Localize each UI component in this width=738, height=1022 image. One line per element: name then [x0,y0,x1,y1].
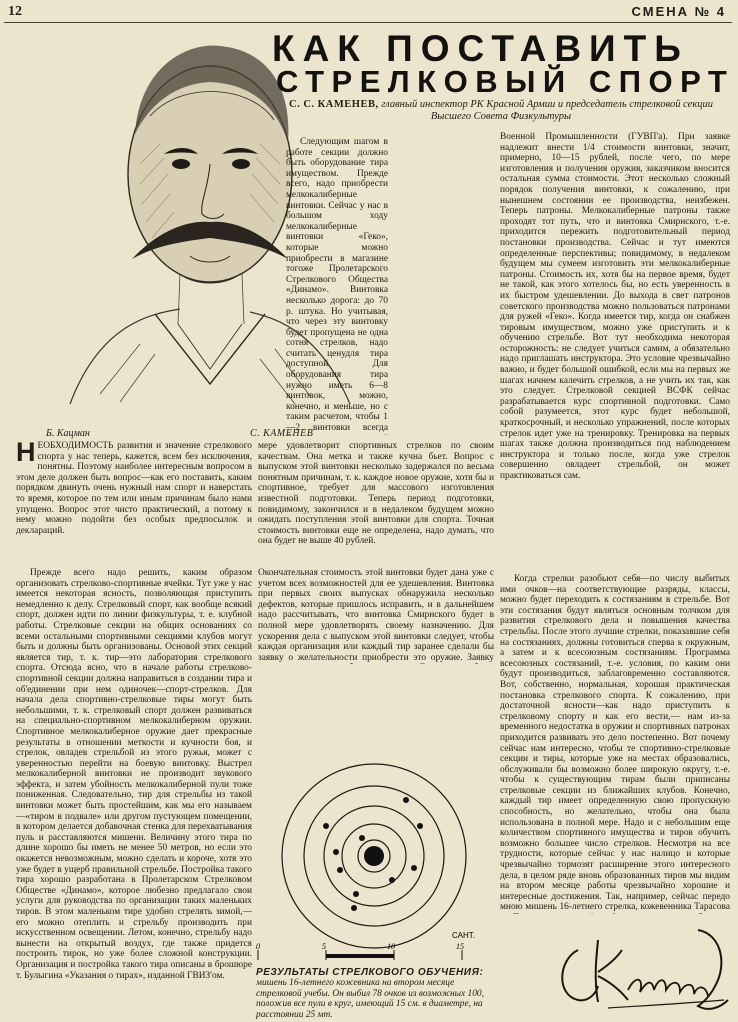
bullet-hole [411,865,417,871]
intro-paragraph [16,441,252,536]
bullet-hole [353,891,359,897]
author-role: главный инспектор РК Красной Армии и председатель стрелковой секции Высшего Совета Физкультуры [381,99,713,122]
column-right-lower [500,574,730,914]
bullet-hole [333,849,339,855]
article-title-line2: СТРЕЛКОВЫЙ СПОРТ [276,64,735,99]
bullet-hole [417,823,423,829]
bullet-hole [359,835,365,841]
bullet-hole [403,797,409,803]
page-number: 12 [8,4,22,19]
column-portrait-side [286,137,388,435]
target-caption-text: мишень 16-летнего кожевника на втором месяце стрелковой учебы. Он выбил 78 очков из возможных 100, положив все пули в круг, имеющий 15 см. в диаметре, на расстоянии 25 мт. [256,978,484,1020]
magazine-issue: СМЕНА № 4 [631,4,726,19]
target-caption-title: РЕЗУЛЬТАТЫ СТРЕЛКОВОГО ОБУЧЕНИЯ: [256,967,484,978]
portrait-caption-artist: Б. Кацман [46,428,90,439]
scale-label: САНТ. [452,931,475,940]
paragraph: Окончательная стоимость этой винтовки будет дана уже с учетом всех возможностей для ее удешевления. Винтовка при первых своих выпусках обнаружила несколько дефектов, которые пришлось исправить, и в дальнейшем надо рассчитывать, что винтовка Смирнского будет в полной мере удовлетворять своему назначению. Для ускорения дела с выпуском этой винтовки следует, чтобы каждая организация или каждый тир заранее сделали бы заявку о желательности приобрести это оружие. Заявку [258,568,494,663]
author-name: С. С. КАМЕНЕВ, [289,99,379,110]
scale-tick: 0 [256,942,260,951]
paragraph: Военной Промышленности (ГУВП'а). При заявке надлежит внести 1/4 стоимости винтовки, значит, примерно, 10—15 рублей, после чего, по мере изготовления и получения оружия, заказчиком вносится остальная сумма стоимости. Этот несколько сложный порядок получения винтовки, к сожалению, при нынешнем состоянии ее производства, неизбежен. Теперь патроны. Мелкокалиберные патроны также проходят тот путь, что и винтовка Смирнского, т.-е. приходится пережить подготовительный период постановки производства. Сейчас и тут имеются определенные перспективы; повидимому, в недалеком будущем мы сумеем изготовить эти мелкокалиберные патроны. Стоимость их, хотя бы на первое время, будет не такой, как этого хотелось бы, но есть уверенность в их быстром удешевлении. До выхода в свет патронов советского производства можно пользоваться патронами для ружей «Геко». Когда имеется тир, когда он снабжен тировым имуществом, можно уже приступить и к обучению стрельбе. Вот тут необходима некоторая осторожность: не следует учиться самим, а обязательно надо приглашать инструктора. Это условие чрезвычайно важно, и будет большой ошибкой, если мы на первых же шагах начнем калечить стрелков, а не учить их так, как это следует. Стрелковой секцией ВСФК сейчас разрабатывается курс спортивной подготовки. Само собой разумеется, этот курс будет небольшой, краткосрочный, и несколько упражнений, после которых стрелок идет уже на тренировку. Тренировка на первых шагах также должна производиться под наблюдением инструктора и только после, когда уже стрелок совершенно овладеет стрельбой, он может практиковаться сам. [500,132,730,481]
target-scale [256,931,475,960]
scale-tick: 10 [387,942,395,951]
paragraph: Когда стрелки разобьют себя—по числу выбитых ими очков—на соответствующие разряды, классы, можно будет переходить к состязаниям в стрельбе. Вот эти состязания будут являться основным толчком для развития стрелкового дела и повышения качества стрельбы. После этого лучшие стрелки, показавшие себя на состязаниях, должны готовиться сперва к окружным, а затем и к всесоюзным состязаниям. Программа всесоюзных состязаний, т.-е. условия, по каким они будут производиться, заблаговременно составляются. Вот, собственно, нормальная, хорошая практическая постановка стрелкового спорта. К сожалению, при достаточной ясности—как надо приступить к стрелковому спорту и как его вести,— нам из-за временного недостатка в оружии и спортивных патронах приходится развивать это дело постепенно. Вот почему сейчас нам интересно, чтобы те спортивно-стрелковые секции и тиры, которые уже на местах образовались, обслуживали бы возможно более широкую округу, т.-е. чтобы к существующим тирам были приписаны стрелковые секции из ближайших клубов. Конечно, каждый тир имеет определенную свою пропускную способность, но желательно, чтобы она была использована в полной мере. Надо и с небольшим еще количеством спортивного имущества и тиров обучить возможно большее число стрелков. Несмотря на все трудности, которые сейчас у нас налицо и которые чрезвычайно тормозят расширение этого интересного дела, в целом ряде вновь образованных тиров мы видим на втором месяце работы чрезвычайно хорошие и интересные достижения. Так, например, сейчас передо мною мишень 16-летнего стрелка, кожевенника Тарасова [500,574,730,913]
column-right [500,132,730,572]
target-bullseye [364,846,384,866]
author-signature [548,920,734,1018]
bullet-hole [323,823,329,829]
intro-text: ЕОБХОДИМОСТЬ развития и значение стрелкового спорта у нас теперь, кажется, всем без исключения, понятны. Поэтому наиболее интересным вопросом в этом деле должен быть вопрос—как его поставить, каким порядком двинуть очень нужный нам спорт и наверстать то время, которое по тем или иным причинам было нами упущено. Вопрос этот чисто практический, а потому к нему можно подойти без особых предпосылок и деклараций. [16,441,252,536]
paragraph: Следующим шагом в работе секции должно быть оборудование тира имуществом. Прежде всего, надо приобрести мелкокалиберные винтовки. Сейчас у нас в большом ходу мелкокалиберные винтовки «Геко», которые можно приобрести в магазине тогоже Пролетарского Стрелкового Общества «Динамо». Винтовка несколько дорога: до 70 р. штука. Но учитывая, что через эту винтовку будет пропущена не одна сотня стрелков, надо считать ценудля тира доступной. Для оборудования тира нужно иметь 6—8 винтовок, можно, конечно, и меньше, но с таким расчетом, чтобы 1—2 винтовки всегда [286,137,388,434]
target-caption [256,968,492,1020]
byline [268,99,734,123]
bullet-hole [351,905,357,911]
article-title-line1: КАК ПОСТАВИТЬ [272,28,689,69]
bullet-hole [389,877,395,883]
scale-tick: 5 [322,942,326,951]
shooting-target [256,760,496,974]
column-mid-lower [258,568,494,664]
paragraph: мере удовлетворит спортивных стрелков по своим качествам. Она метка и также кучна бьет. Вопрос с выпуском этой винтовки несколько задержался по весьма понятным причинам, т. к. каждое новое оружие, хотя бы и спортивное, требует для массового изготовления известной подготовки. Теперь период подготовки, повидимому, закончился и в недалеком будущем можно ожидать поступления этой винтовки для спорта. Точная стоимость винтовки еще не определена, надо думать, что она будет не выше 40 рублей. [258,441,494,547]
portrait-collar [155,314,265,384]
column-intro [16,441,252,563]
paragraph: Прежде всего надо решить, каким образом организовать стрелково-спортивные ячейки. Тут уже у нас имеется некоторая ясность, позволяющая приступить немедленно к делу. Стрелковый спорт, как вообще всякий спорт, должен идти по линии физкультуры, т. е. клубной работы. Стрелковые секции на общих основаниях со всеми остальными спортивными секциями клубов могут быть и должны быть организованы. Основой этих секций является тир, т. к. тир—это лаборатория стрелкового спорта. Отсюда ясно, что в начале работы стрелково-спортивной секции должна направиться в создании тира и об'единении при нем одиночек—спорт-стрелков. Для начала дела спортивно-стрелковые тиры могут быть небольшими, т. к. стрелковый спорт должен развиваться на специально-спортивном мелкокалиберном оружии. Спортивное мелкокалиберное оружие дает прекрасные результаты в отношении меткости и кучности боя, и стрелок, овладев стрельбой из этого ружья, может с уверенностью перейти на боевую винтовку. Выстрел мелкокалиберной винтовки не производит звукового эффекта, и затем убойность мелкокалиберной пули тоже пониженная. Следовательно, тир для стрельбы из такой винтовки может быть простейшим, как мы его называем—«тиром в подвале» или другом пустующем помещении, в котором делается добавочная стенка для перехватывания пуль и расставляются мишени. Величину этого тира по длине хорошо бы иметь не менее 50 метров, но если это окажется невозможным, можно сделать и короче, хотя это уже будет в ущерб правильной стрельбе. Постройка такого тира хорошо разработана в Пролетарском Стрелковом Обществе «Динамо», которое любезно предлагало свои услуги для руководства по организации таких маленьких тиров. В этом маленьком тире удобно стрелять зимой,—его можно отеплить и стрельбу производить при искусственном освещении. Летом, конечно, стрельбу надо вынести на открытый воздух, где также придется построить тирок, но уже более сложной конструкции. Организация и постройка такого тира описаны в брошюре т. Булыгина «Указания о тирах», изданной ГВИЗ'ом. [16,568,252,981]
column-left [16,568,252,1020]
column-mid-upper [258,441,494,563]
drop-cap: Н [16,441,36,467]
portrait-caption-subject: С. КАМЕНЕВ [250,428,314,439]
bullet-hole [337,867,343,873]
scale-tick: 15 [456,942,464,951]
header-rule [4,22,732,23]
